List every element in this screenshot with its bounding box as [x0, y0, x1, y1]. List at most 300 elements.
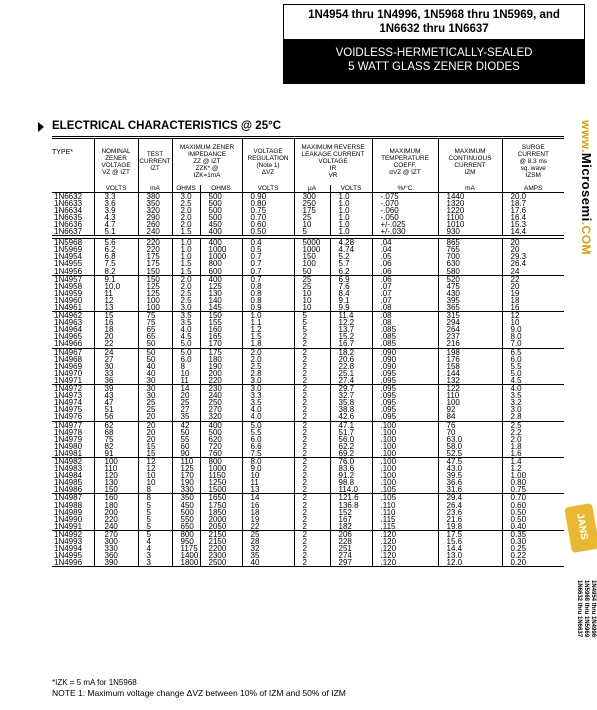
cell-value: 5: [294, 312, 330, 320]
table-row: [52, 502, 564, 509]
table-row: [52, 385, 564, 393]
cell-value: 18.7: [502, 200, 564, 207]
cell-value: .120: [372, 545, 438, 552]
note-1: NOTE 1: Maximum voltage change ΔVZ between 10% of IZM and 50% of IZM: [52, 688, 346, 698]
cell-type: 1N4986: [52, 486, 94, 494]
cell-value: 1250: [200, 479, 242, 486]
cell-value: 24: [502, 268, 564, 276]
cell-value: .085: [372, 333, 438, 340]
cell-value: 1000: [294, 246, 330, 253]
cell-value: 3: [138, 552, 172, 559]
side-part-2: 1N5968 thru 1N5969: [583, 580, 589, 638]
cell-value: 450: [200, 221, 242, 228]
cell-value: .095: [372, 399, 438, 406]
cell-value: 2: [294, 457, 330, 465]
cell-value: 1.5: [172, 260, 200, 267]
cell-value: 62.2: [330, 443, 372, 450]
cell-value: 4.74: [330, 246, 372, 253]
cell-value: 31.6: [438, 486, 502, 494]
cell-type: 1N4987: [54, 493, 83, 503]
cell-value: 25: [172, 399, 200, 406]
cell-value: .06: [372, 268, 438, 276]
side-part-numbers: [570, 580, 596, 670]
cell-value: 7.0: [502, 340, 564, 348]
cell-type: 1N5968: [54, 238, 83, 248]
cell-value: 400: [200, 239, 242, 247]
cell-value: 300: [94, 538, 138, 545]
cell-value: 20: [138, 413, 172, 421]
cell-value: 2: [294, 356, 330, 363]
cell-value: 395: [438, 297, 502, 304]
cell-value: 20: [172, 392, 200, 399]
cell-value: 1.0: [172, 246, 200, 253]
cell-value: .100: [372, 472, 438, 479]
cell-type: 1N4962: [54, 311, 83, 321]
cell-value: 10: [502, 319, 564, 326]
cell-value: 10: [172, 370, 200, 377]
cell-value: 1.2: [242, 326, 294, 333]
cell-value: 228: [330, 538, 372, 545]
cell-value: 2.0: [172, 214, 200, 221]
cell-type: 1N4964: [54, 325, 83, 335]
cell-value: 200: [200, 370, 242, 377]
cell-value: 18: [502, 297, 564, 304]
cell-value: .105: [372, 494, 438, 502]
cell-value: 5.5: [502, 363, 564, 370]
table-row: [52, 429, 564, 436]
cell-value: 0.60: [502, 502, 564, 509]
cell-value: 198: [438, 348, 502, 356]
cell-value: 47: [94, 399, 138, 406]
table-row: [52, 221, 564, 228]
cell-value: 1.0: [330, 214, 372, 221]
cell-value: 1.0: [330, 221, 372, 228]
cell-value: 100: [138, 304, 172, 312]
cell-value: 51: [94, 406, 138, 413]
cell-type: 1N4974: [54, 398, 83, 408]
footnote-izk: *IZK = 5 mA for 1N5968: [52, 678, 137, 687]
cell-value: 13.0: [438, 552, 502, 559]
cell-value: 15.3: [502, 221, 564, 228]
table-row: [52, 377, 564, 385]
table-row: [52, 406, 564, 413]
cell-value: 8: [172, 363, 200, 370]
table-row: [52, 494, 564, 502]
cell-value: 175: [138, 253, 172, 260]
cell-value: 92: [438, 406, 502, 413]
cell-value: 175: [294, 207, 330, 214]
cell-value: 6.9: [330, 275, 372, 283]
cell-value: 1.8: [502, 443, 564, 450]
cell-value: .100: [372, 457, 438, 465]
cell-value: 125: [138, 290, 172, 297]
col-nominal: NOMINAL ZENER VOLTAGE VZ @ IZT: [94, 139, 138, 185]
cell-value: .100: [372, 429, 438, 436]
cell-value: 35: [172, 413, 200, 421]
cell-value: 25: [242, 530, 294, 538]
cell-value: 100: [94, 457, 138, 465]
table-row: [52, 457, 564, 465]
brand-com: .COM: [579, 221, 593, 256]
cell-value: 91: [94, 450, 138, 458]
cell-type: 1N4996: [52, 559, 94, 567]
cell-type: 1N4976: [52, 413, 94, 421]
cell-value: 69.2: [330, 450, 372, 458]
cell-value: 30: [94, 363, 138, 370]
cell-value: 350: [138, 200, 172, 207]
cell-value: 2: [294, 392, 330, 399]
cell-value: 300: [294, 192, 330, 200]
col-leakage: MAXIMUM REVERSE LEAKAGE CURRENT VOLTAGE IRVR: [294, 139, 372, 185]
cell-value: 2: [294, 385, 330, 393]
cell-value: 365: [438, 304, 502, 312]
brand-name: Microsemi: [579, 152, 594, 222]
cell-value: 220: [94, 516, 138, 523]
cell-value: 0.7: [242, 260, 294, 267]
cell-value: 11: [242, 479, 294, 486]
table-row: [52, 340, 564, 348]
cell-value: 167: [330, 516, 372, 523]
cell-value: 550: [172, 516, 200, 523]
cell-value: 144: [438, 370, 502, 377]
cell-value: 29.4: [438, 494, 502, 502]
cell-value: 220: [138, 239, 172, 247]
cell-value: 120: [94, 472, 138, 479]
cell-type: 1N4975: [54, 405, 83, 415]
cell-value: 330: [172, 486, 200, 494]
cell-value: 251: [330, 545, 372, 552]
cell-value: 16.4: [502, 214, 564, 221]
cell-type: 1N4985: [54, 478, 83, 488]
cell-value: 1220: [438, 207, 502, 214]
cell-value: 8.0: [502, 333, 564, 340]
cell-value: 270: [94, 530, 138, 538]
cell-value: 0.80: [502, 479, 564, 486]
cell-value: 765: [438, 246, 502, 253]
cell-type: 1N4973: [54, 391, 83, 401]
cell-value: 1.8: [242, 340, 294, 348]
cell-value: 10: [138, 472, 172, 479]
col-regulation: VOLTAGE REGULATION (Note 1) ΔVZ: [242, 139, 294, 185]
jans-logo: [564, 503, 597, 553]
cell-value: 0.70: [242, 214, 294, 221]
cell-value: .095: [372, 370, 438, 377]
cell-value: 4.7: [94, 221, 138, 228]
cell-value: 0.40: [502, 523, 564, 531]
cell-value: 2: [294, 486, 330, 494]
group-2-rows: [52, 239, 564, 567]
cell-value: 16.7: [330, 340, 372, 348]
cell-value: 315: [438, 312, 502, 320]
cell-value: 3.0: [172, 192, 200, 200]
cell-type: 1N4965: [54, 332, 83, 342]
cell-value: .095: [372, 377, 438, 385]
table-row: [52, 268, 564, 276]
cell-type: 1N4980: [54, 441, 83, 451]
cell-value: 220: [138, 246, 172, 253]
cell-value: 2.0: [172, 207, 200, 214]
cell-type: 1N4978: [54, 427, 83, 437]
cell-value: 800: [200, 260, 242, 267]
cell-value: 5.7: [330, 260, 372, 267]
cell-value: 33: [94, 370, 138, 377]
cell-value: 14.4: [502, 228, 564, 236]
cell-value: 100: [438, 399, 502, 406]
cell-value: 0.4: [242, 239, 294, 247]
cell-value: 2150: [200, 530, 242, 538]
cell-value: 320: [138, 207, 172, 214]
table-row: [52, 538, 564, 545]
cell-value: 600: [200, 268, 242, 276]
cell-type: 1N4959: [54, 288, 83, 298]
cell-value: .090: [372, 356, 438, 363]
cell-value: 122: [438, 385, 502, 393]
cell-value: .090: [372, 363, 438, 370]
side-part-3: 1N6632 thru 1N6637: [576, 580, 582, 638]
cell-value: 22.8: [330, 363, 372, 370]
cell-value: 500: [200, 207, 242, 214]
cell-value: 15.2: [330, 333, 372, 340]
cell-value: 121.6: [330, 494, 372, 502]
table-row: [52, 472, 564, 479]
cell-value: 1150: [200, 472, 242, 479]
cell-value: 500: [200, 214, 242, 221]
cell-value: 15.6: [438, 538, 502, 545]
microsemi-logo: [570, 120, 594, 260]
col-impedance: MAXIMUM ZENER IMPEDANCE ZZ @ IZTZZK* @ IZK=1mA: [172, 139, 242, 185]
cell-value: 16: [94, 319, 138, 326]
cell-value: .085: [372, 340, 438, 348]
cell-value: 2: [294, 370, 330, 377]
cell-value: 2.5: [172, 290, 200, 297]
cell-type: 1N4990: [54, 514, 83, 524]
cell-value: 25: [138, 399, 172, 406]
cell-value: 10: [294, 290, 330, 297]
cell-value: 36.6: [438, 479, 502, 486]
section-title: [36, 120, 566, 134]
cell-value: 620: [200, 436, 242, 443]
cell-value: 16: [502, 304, 564, 312]
table-row: [52, 552, 564, 559]
cell-value: 58.0: [438, 443, 502, 450]
cell-value: 240: [138, 228, 172, 236]
cell-value: 15: [138, 450, 172, 458]
cell-value: 4.0: [242, 406, 294, 413]
cell-value: 237: [438, 333, 502, 340]
cell-value: 40: [242, 559, 294, 567]
cell-value: 50: [138, 356, 172, 363]
cell-value: 50: [138, 340, 172, 348]
cell-value: 140: [200, 297, 242, 304]
cell-value: 47.5: [438, 457, 502, 465]
cell-value: 19.8: [438, 523, 502, 531]
cell-value: 2: [294, 406, 330, 413]
cell-value: 9.9: [330, 304, 372, 312]
cell-value: 5: [138, 516, 172, 523]
cell-value: 7.5: [94, 260, 138, 267]
cell-type: 1N4967: [54, 347, 83, 357]
cell-value: .100: [372, 421, 438, 429]
cell-value: 40: [138, 370, 172, 377]
cell-value: 3: [138, 559, 172, 567]
cell-value: 6.2: [330, 268, 372, 276]
cell-type: 1N4993: [54, 537, 83, 546]
cell-value: 260: [138, 221, 172, 228]
cell-value: 20: [138, 436, 172, 443]
cell-value: -.060: [372, 207, 438, 214]
cell-value: 2: [294, 363, 330, 370]
cell-value: 0.60: [242, 221, 294, 228]
cell-value: .08: [372, 319, 438, 326]
cell-value: 10: [294, 221, 330, 228]
cell-value: .07: [372, 290, 438, 297]
cell-value: 1800: [172, 559, 200, 567]
cell-value: 52.5: [438, 450, 502, 458]
cell-value: 14: [242, 494, 294, 502]
units-cell-type: [52, 185, 94, 193]
cell-value: 6.6: [242, 443, 294, 450]
cell-value: 2: [294, 559, 330, 567]
cell-type: 1N4991: [52, 523, 94, 531]
cell-value: 290: [138, 214, 172, 221]
cell-value: 1.1: [242, 319, 294, 326]
cell-value: 1.0: [242, 312, 294, 320]
cell-value: .100: [372, 465, 438, 472]
cell-value: 10: [138, 479, 172, 486]
cell-value: -.070: [372, 200, 438, 207]
cell-value: 47.1: [330, 421, 372, 429]
cell-value: 2: [294, 443, 330, 450]
cell-value: 26.4: [438, 502, 502, 509]
cell-value: 264: [438, 326, 502, 333]
cell-value: 0.9: [242, 304, 294, 312]
units-cell: VOLTS: [242, 185, 294, 193]
cell-type: 1N6637: [54, 227, 83, 237]
cell-value: 170: [172, 472, 200, 479]
data-table: [52, 138, 564, 567]
cell-value: 23.6: [438, 509, 502, 516]
table-row: [52, 436, 564, 443]
cell-value: 3.0: [502, 406, 564, 413]
cell-value: 27: [94, 356, 138, 363]
table-row: [52, 443, 564, 450]
cell-value: 50: [294, 268, 330, 276]
cell-value: 35: [242, 552, 294, 559]
cell-value: 150: [200, 312, 242, 320]
cell-value: 2.0: [242, 348, 294, 356]
cell-value: 1175: [172, 545, 200, 552]
cell-value: 2: [294, 429, 330, 436]
cell-value: 39.5: [438, 472, 502, 479]
cell-value: 5.6: [94, 239, 138, 247]
cell-type: 1N4961: [52, 304, 94, 312]
cell-value: 83.6: [330, 465, 372, 472]
cell-type: 1N6636: [54, 219, 83, 229]
cell-value: 70: [438, 429, 502, 436]
cell-value: 30: [138, 392, 172, 399]
cell-value: 15: [138, 443, 172, 450]
cell-value: 0.50: [502, 509, 564, 516]
cell-value: 8: [138, 486, 172, 494]
cell-value: 2.0: [172, 283, 200, 290]
cell-value: 350: [172, 494, 200, 502]
cell-value: 4.0: [172, 326, 200, 333]
cell-value: 82: [94, 443, 138, 450]
units-cell: mA: [438, 185, 502, 193]
cell-value: 150: [138, 275, 172, 283]
cell-value: 22: [94, 340, 138, 348]
cell-value: 5: [294, 228, 330, 236]
cell-value: 50: [172, 429, 200, 436]
cell-value: 2: [294, 472, 330, 479]
cell-value: 63.0: [438, 436, 502, 443]
cell-value: .07: [372, 297, 438, 304]
cell-value: 0.75: [242, 207, 294, 214]
cell-value: 2: [294, 399, 330, 406]
cell-value: 68: [94, 429, 138, 436]
cell-value: 12: [502, 312, 564, 320]
cell-value: 580: [438, 268, 502, 276]
cell-value: 500: [200, 192, 242, 200]
cell-type: 1N4958: [54, 281, 83, 291]
cell-value: 150: [138, 268, 172, 276]
cell-value: 3.0: [242, 377, 294, 385]
cell-value: 6.0: [242, 436, 294, 443]
cell-value: 475: [438, 283, 502, 290]
cell-value: 1.4: [502, 457, 564, 465]
cell-value: 2200: [200, 545, 242, 552]
cell-value: 39: [94, 385, 138, 393]
cell-type: 1N4954: [54, 252, 83, 262]
cell-value: 43.0: [438, 465, 502, 472]
cell-value: 294: [438, 319, 502, 326]
cell-value: 182: [330, 523, 372, 531]
cell-type: 1N4995: [54, 551, 83, 561]
cell-value: 0.8: [242, 290, 294, 297]
cell-value: 5: [294, 319, 330, 326]
cell-type: 1N4982: [54, 456, 83, 466]
cell-value: 55: [172, 436, 200, 443]
cell-value: 250: [294, 200, 330, 207]
cell-value: 1320: [438, 200, 502, 207]
cell-value: 2.5: [242, 363, 294, 370]
table-row: [52, 450, 564, 458]
cell-value: 9.0: [502, 326, 564, 333]
cell-value: 6.5: [502, 348, 564, 356]
cell-value: 1.0: [330, 200, 372, 207]
table-row: [52, 413, 564, 421]
cell-value: 240: [94, 523, 138, 531]
cell-value: 2: [294, 523, 330, 531]
cell-value: 160: [200, 326, 242, 333]
cell-value: 8.4: [330, 290, 372, 297]
cell-value: 2150: [200, 538, 242, 545]
footnotes: [52, 678, 564, 698]
cell-type: 1N4979: [54, 434, 83, 444]
cell-type: 1N6635: [54, 212, 83, 222]
subtitle-line-2: 5 WATT GLASS ZENER DIODES: [348, 61, 520, 73]
cell-value: 2: [294, 421, 330, 429]
cell-value: 180: [200, 356, 242, 363]
cell-value: 180: [94, 502, 138, 509]
cell-value: 0.5: [242, 246, 294, 253]
cell-value: 65: [138, 333, 172, 340]
cell-value: 76.0: [330, 457, 372, 465]
cell-value: 2: [294, 348, 330, 356]
cell-value: 25: [294, 214, 330, 221]
cell-value: 0.50: [502, 516, 564, 523]
cell-value: 91.2: [330, 472, 372, 479]
